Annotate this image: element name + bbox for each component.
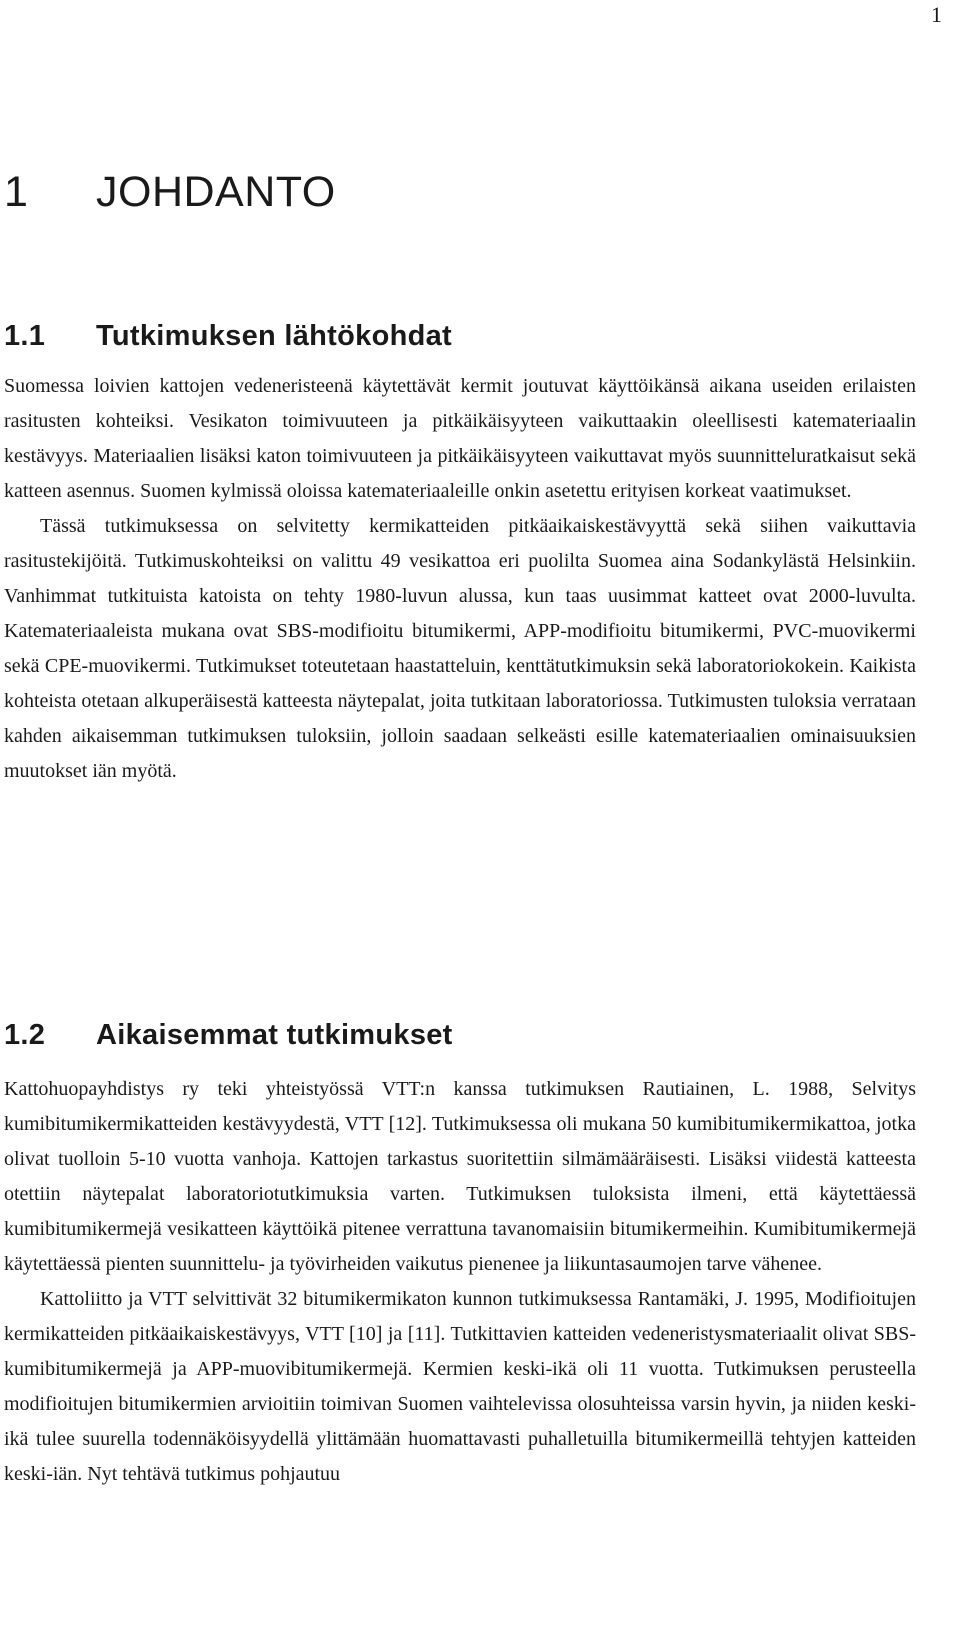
section-title: Tutkimuksen lähtökohdat [96, 320, 453, 352]
paragraph: Suomessa loivien kattojen vedeneristeenä käytettävät kermit joutuvat käyttöikänsä aikana useiden erilaisten rasitusten kohteiksi. Vesikaton toimivuuteen ja pitkäikäisyyteen vaikuttaakin oleellisesti katemateriaalin kestävyys. Materiaalien lisäksi katon toimivuuteen ja pitkäikäisyyteen vaikuttavat myös suunnitteluratkaisut sekä katteen asennus. Suomen kylmissä oloissa katemateriaaleille onkin asetettu erityisen korkeat vaatimukset. [4, 375, 916, 502]
chapter-title: JOHDANTO [96, 168, 336, 216]
section-title: Aikaisemmat tutkimukset [96, 1019, 453, 1051]
section-number: 1.2 [4, 1019, 46, 1051]
section-body [4, 1072, 916, 1492]
paragraph: Tässä tutkimuksessa on selvitetty kermikatteiden pitkäaikaiskestävyyttä sekä siihen vaikuttavia rasitustekijöitä. Tutkimuskohteiksi on valittu 49 vesikattoa eri puolilta Suomea aina Sodankylästä Helsinkiin. Vanhimmat tutkituista katoista on tehty 1980-luvun alussa, kun taas uusimmat katteet ovat 2000-luvulta. Katemateriaaleista mukana ovat SBS-modifioitu bitumikermi, APP-modifioitu bitumikermi, PVC-muovikermi sekä CPE-muovikermi. Tutkimukset toteutetaan haastatteluin, kenttätutkimuksin sekä laboratoriokokein. Kaikista kohteista otetaan alkuperäisestä katteesta näytepalat, joita tutkitaan laboratoriossa. Tutkimusten tuloksia verrataan kahden aikaisemman tutkimuksen tuloksiin, jolloin saadaan selkeästi esille katemateriaalien ominaisuuksien muutokset iän myötä. [4, 515, 916, 782]
section-heading [4, 1019, 453, 1052]
paragraph: Kattoliitto ja VTT selvittivät 32 bitumikermikaton kunnon tutkimuksessa Rantamäki, J. 1995, Modifioitujen kermikatteiden pitkäaikaiskestävyys, VTT [10] ja [11]. Tutkittavien katteiden vedeneristysmateriaalit olivat SBS-kumibitumikermejä ja APP-muovibitumikermejä. Kermien keski-ikä oli 11 vuotta. Tutkimuksen perusteella modifioitujen bitumikermien arvioitiin toimivan Suomen vaihtelevissa olosuhteissa varsin hyvin, ja niiden keski-ikä tulee suurella todennäköisyydellä ylittämään huomattavasti puhalletuilla bitumikermeillä tehtyjen katteiden keski-iän. Nyt tehtävä tutkimus pohjautuu [4, 1288, 916, 1485]
chapter-number: 1 [4, 168, 29, 216]
chapter-heading [4, 168, 336, 217]
section-body [4, 369, 916, 789]
section-number: 1.1 [4, 320, 46, 352]
paragraph: Kattohuopayhdistys ry teki yhteistyössä VTT:n kanssa tutkimuksen Rautiainen, L. 1988, Selvitys kumibitumikermikatteiden kestävyydestä, VTT [12]. Tutkimuksessa oli mukana 50 kumibitumikermikattoa, jotka olivat tuolloin 5-10 vuotta vanhoja. Kattojen tarkastus suoritettiin silmämääräisesti. Lisäksi viidestä katteesta otettiin näytepalat laboratoriotutkimuksia varten. Tutkimuksen tuloksista ilmeni, että käytettäessä kumibitumikermejä vesikatteen käyttöikä pitenee verrattuna tavanomaisiin bitumikermeihin. Kumibitumikermejä käytettäessä pienten suunnittelu- ja työvirheiden vaikutus pienenee ja liikuntasaumojen tarve vähenee. [4, 1078, 916, 1275]
page-number: 1 [931, 2, 942, 27]
section-heading [4, 320, 452, 353]
